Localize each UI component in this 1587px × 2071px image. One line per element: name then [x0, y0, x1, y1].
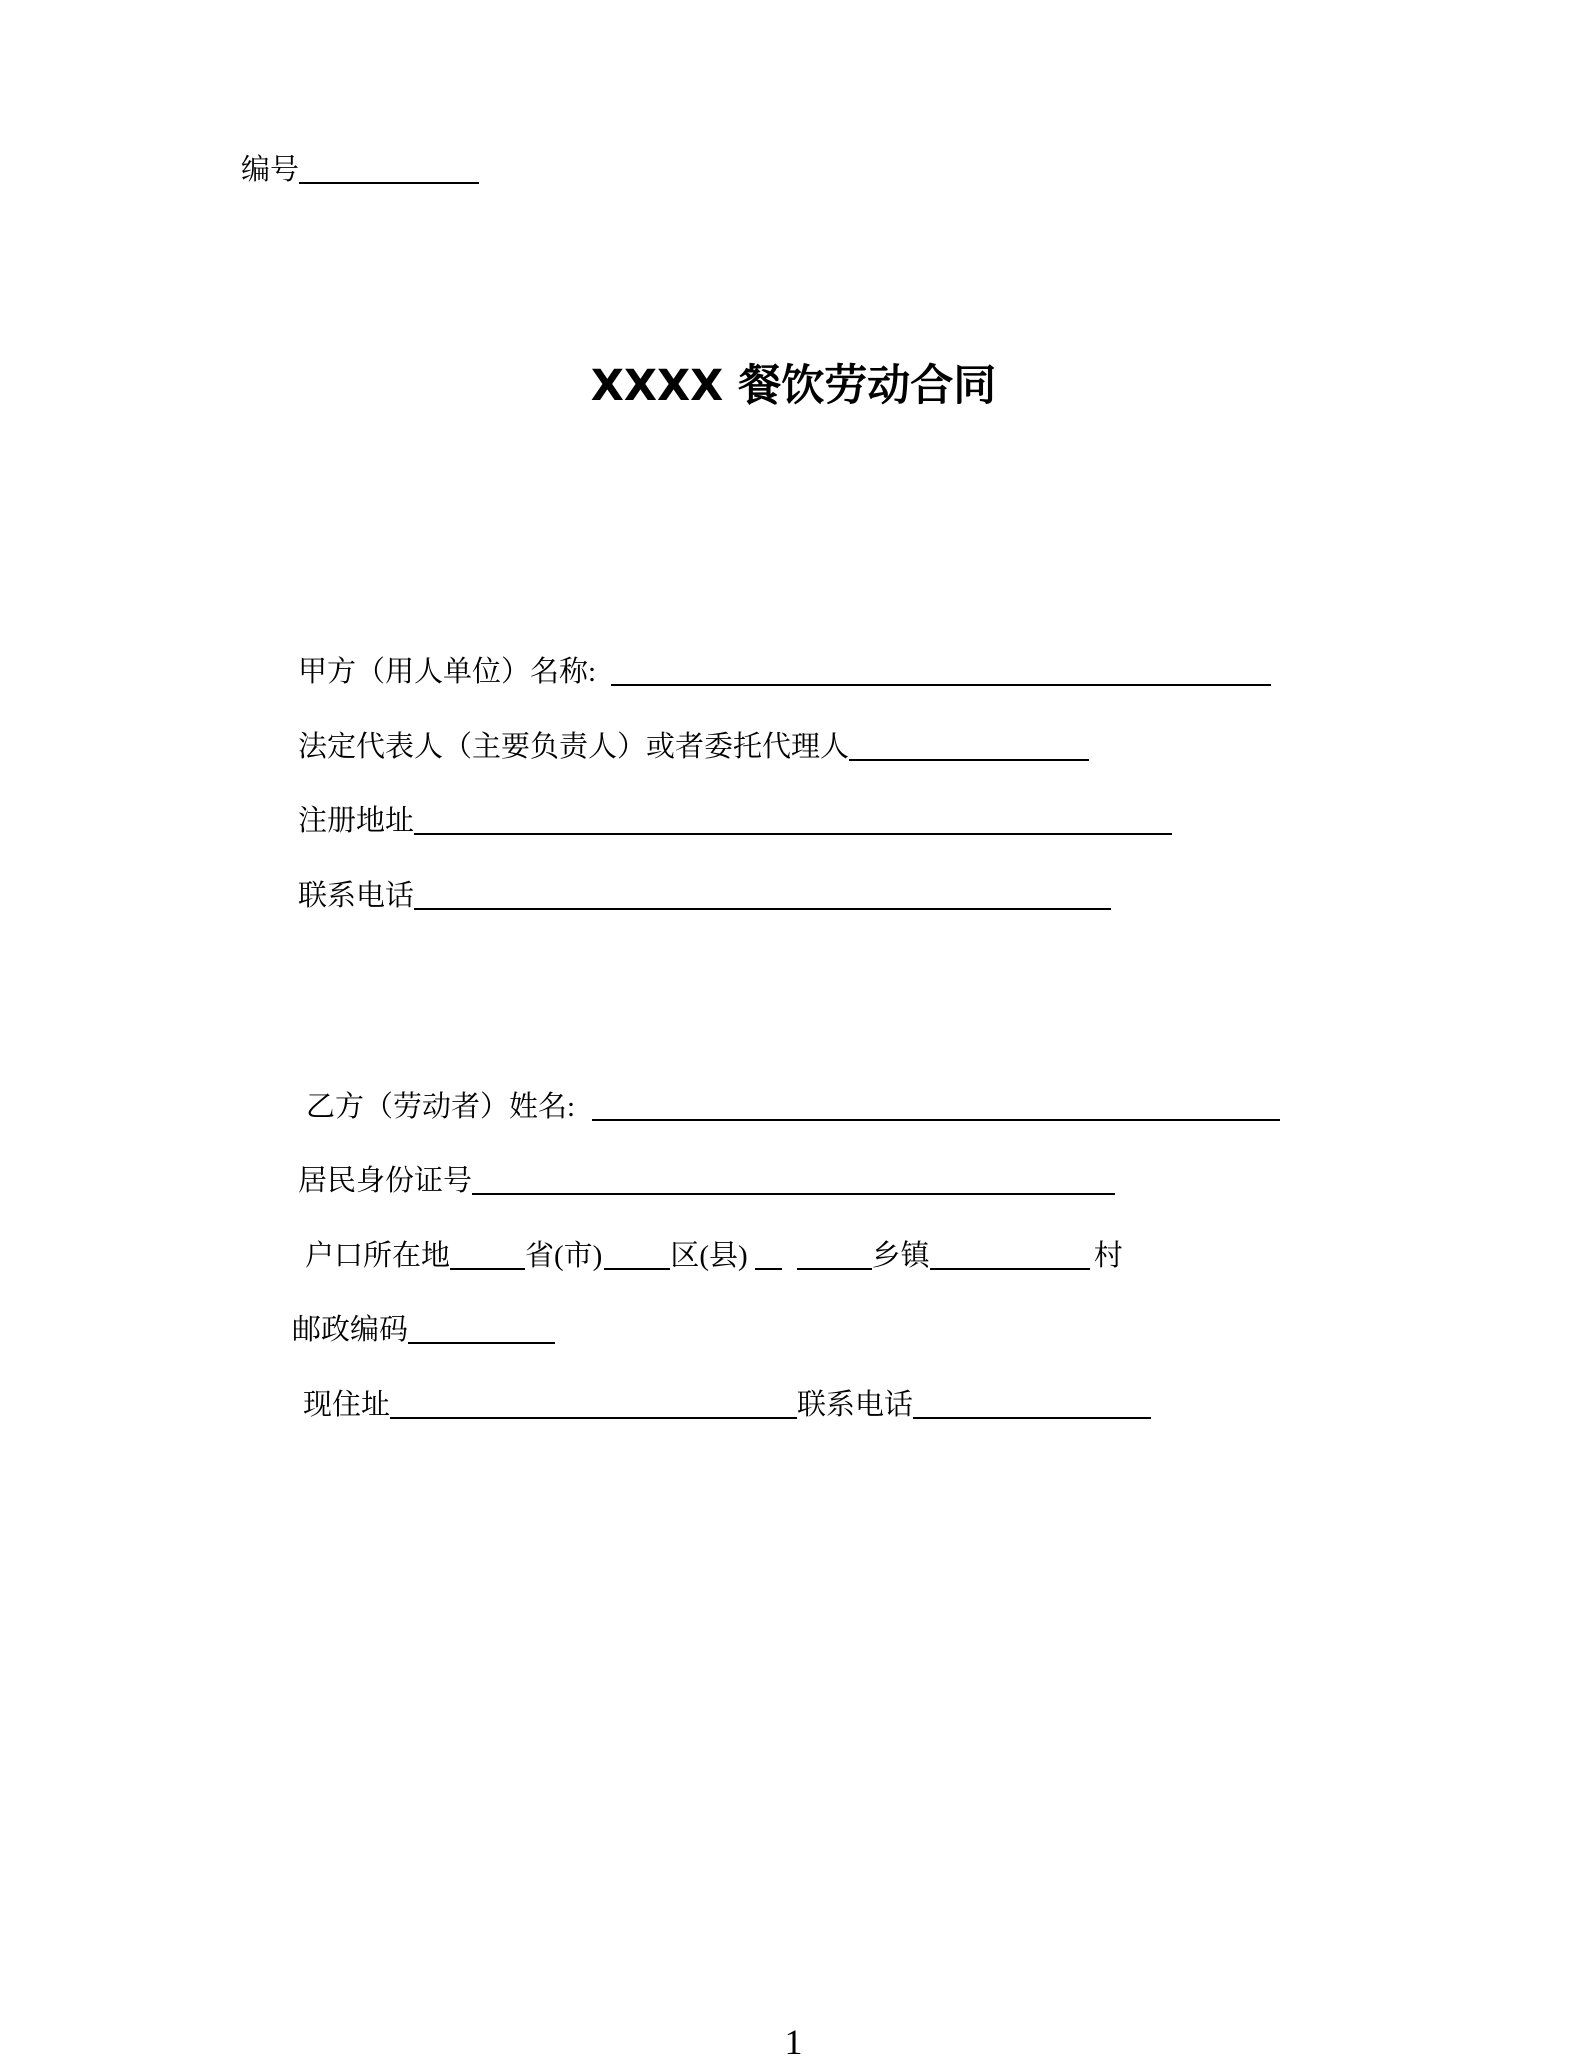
party-b-current-address-label: 现住址 — [303, 1389, 391, 1421]
party-a-registered-address-label: 注册地址 — [298, 805, 415, 837]
party-b-province-label: 省(市) — [525, 1240, 603, 1272]
party-b-resident-id-blank — [472, 1193, 1115, 1195]
doc-number-blank — [299, 182, 479, 184]
party-a-contact-phone-blank — [414, 908, 1111, 910]
party-b-resident-id-row — [298, 1161, 1115, 1201]
party-b-township-label: 乡镇 — [871, 1240, 930, 1272]
party-b-hukou-row — [305, 1236, 1123, 1276]
party-a-registered-address-row — [298, 801, 1172, 841]
party-a-legal-representative-blank — [849, 759, 1089, 761]
party-a-contact-phone-row — [298, 876, 1111, 916]
doc-number-row — [241, 150, 479, 190]
doc-title: XXXX 餐饮劳动合同 — [590, 361, 997, 411]
party-b-county-label: 区(县) — [670, 1240, 748, 1272]
party-b-postal-code-blank — [408, 1342, 555, 1344]
party-b-hukou-province-blank — [450, 1268, 525, 1270]
party-b-contact-phone-label: 联系电话 — [797, 1389, 914, 1421]
party-a-registered-address-blank — [414, 833, 1172, 835]
party-b-postal-code-label: 邮政编码 — [292, 1314, 409, 1346]
party-b-name-row — [306, 1087, 1280, 1127]
party-b-name-label: 乙方（劳动者）姓名: — [306, 1091, 576, 1123]
party-b-hukou-short-blank — [755, 1268, 782, 1270]
party-b-hukou-village-blank — [930, 1268, 1090, 1270]
party-b-village-label: 村 — [1093, 1240, 1123, 1272]
party-a-name-blank — [611, 684, 1271, 686]
party-b-name-blank — [592, 1119, 1280, 1121]
party-b-hukou-label: 户口所在地 — [305, 1240, 451, 1272]
party-b-hukou-township-blank — [797, 1268, 872, 1270]
party-b-resident-id-label: 居民身份证号 — [298, 1165, 473, 1197]
doc-number-label: 编号 — [241, 154, 300, 186]
party-b-current-address-row — [303, 1385, 1151, 1425]
party-a-legal-representative-label: 法定代表人（主要负责人）或者委托代理人 — [298, 731, 850, 763]
party-a-name-row — [298, 652, 1271, 692]
page-number: 1 — [784, 2022, 803, 2062]
party-b-current-address-blank — [390, 1417, 797, 1419]
party-b-hukou-county-blank — [604, 1268, 670, 1270]
party-b-postal-code-row — [292, 1310, 555, 1350]
party-b-contact-phone-blank — [913, 1417, 1151, 1419]
party-a-contact-phone-label: 联系电话 — [298, 880, 415, 912]
party-a-legal-representative-row — [298, 727, 1089, 767]
party-a-name-label: 甲方（用人单位）名称: — [298, 656, 597, 688]
